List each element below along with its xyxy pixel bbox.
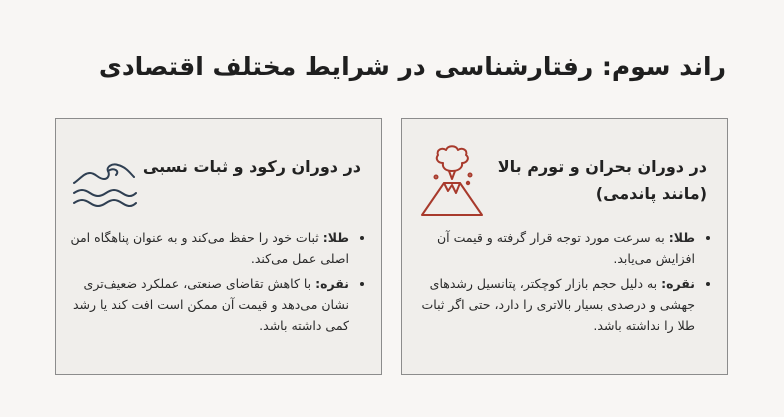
- recession-card: [55, 118, 382, 375]
- recession-heading-line1: در دوران رکود و ثبات نسبی: [142, 157, 361, 176]
- page-title: راند سوم: رفتارشناسی در شرایط مختلف اقتصادی: [98, 52, 726, 81]
- volcano-icon: [416, 141, 488, 217]
- crisis-points: [414, 227, 709, 340]
- recession-card-heading: [143, 153, 361, 180]
- crisis-card: [401, 118, 728, 375]
- list-item: • طلا: به سرعت مورد توجه قرار گرفته و قیمت آن افزایش می‌یابد.: [414, 227, 695, 269]
- list-item: • نقره: به دلیل حجم بازار کوچکتر، پتانسیل رشدهای جهشی و درصدی بسیار بالاتری را دارد، حتی اگر ثبات طلا را نداشته باشد.: [414, 273, 695, 336]
- list-item: • نقره: با کاهش تقاضای صنعتی، عملکرد ضعیف‌تری نشان می‌دهد و قیمت آن ممکن است افت کند یا رشد کمی داشته باشد.: [68, 273, 349, 336]
- waves-icon: [70, 143, 140, 213]
- recession-points: [68, 227, 363, 340]
- crisis-card-heading: [498, 153, 707, 207]
- crisis-heading-line2: (مانند پاندمی): [595, 184, 707, 203]
- list-item: • طلا: ثبات خود را حفظ می‌کند و به عنوان پناهگاه امن اصلی عمل می‌کند.: [68, 227, 349, 269]
- crisis-heading-line1: در دوران بحران و تورم بالا: [497, 157, 707, 176]
